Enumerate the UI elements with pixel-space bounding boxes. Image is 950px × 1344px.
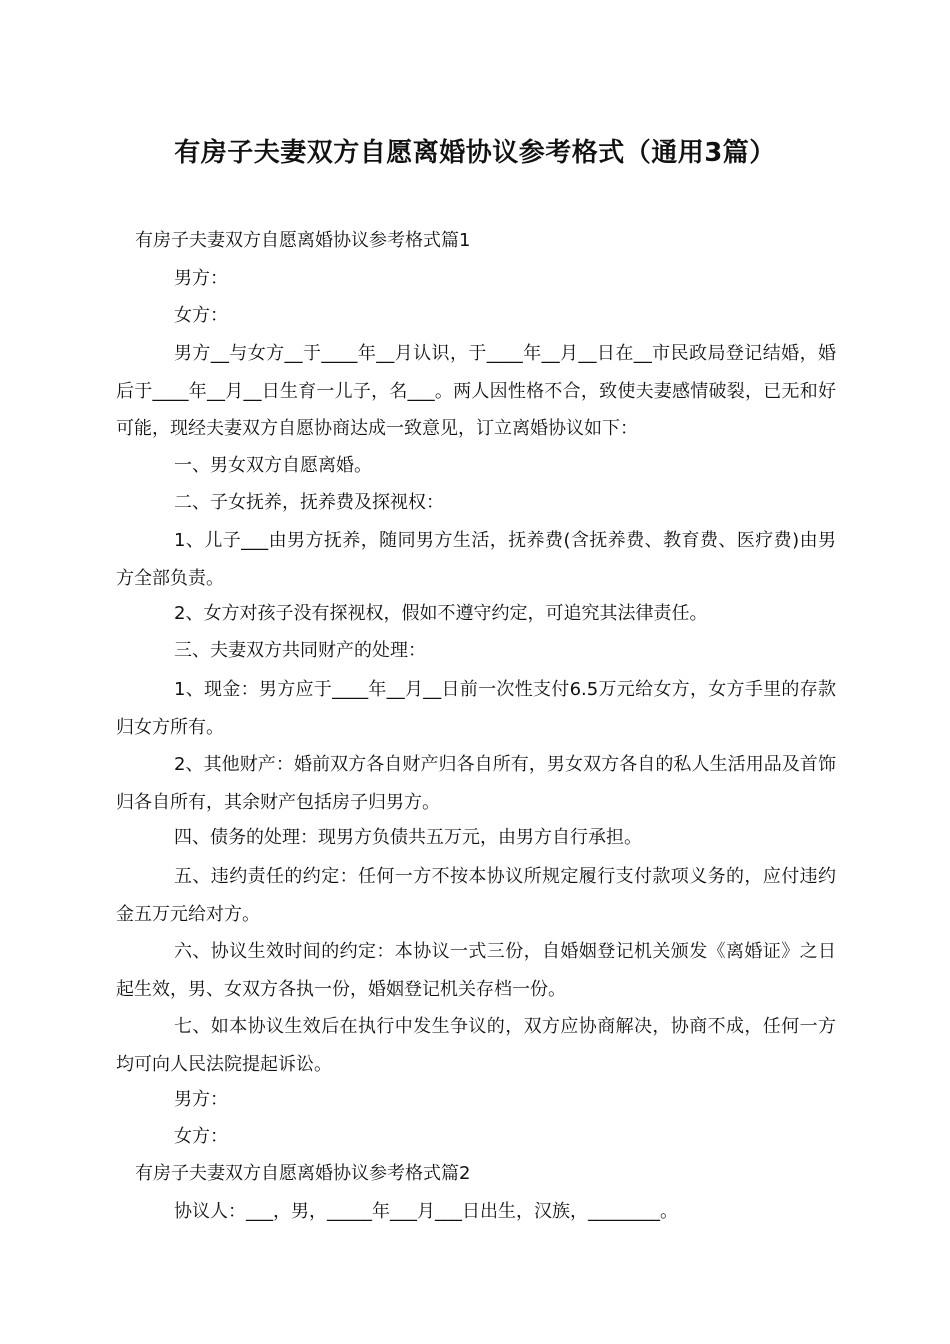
clause-3-1: 1、现金：男方应于____年__月__日前一次性支付6.5万元给女方，女方手里的存款归女方所有。 — [116, 679, 836, 738]
male-party-label: 男方： — [174, 268, 228, 289]
female-signature-label: 女方： — [174, 1126, 228, 1147]
clause-4: 四、债务的处理：现男方负债共五万元，由男方自行承担。 — [174, 827, 642, 848]
female-party-label: 女方： — [174, 305, 228, 326]
clause-2: 二、子女抚养，抚养费及探视权： — [174, 492, 444, 513]
clause-2-1: 1、儿子___由男方抚养，随同男方生活，抚养费(含抚养费、教育费、医疗费)由男方全部负责。 — [116, 530, 836, 589]
clause-6: 六、协议生效时间的约定：本协议一式三份，自婚姻登记机关颁发《离婚证》之日起生效，男、女双方各执一份，婚姻登记机关存档一份。 — [116, 941, 836, 1000]
clause-5: 五、违约责任的约定：任何一方不按本协议所规定履行支付款项义务的，应付违约金五万元给对方。 — [116, 866, 836, 925]
intro-paragraph: 男方__与女方__于____年__月认识，于____年__月__日在__市民政局登记结婚，婚后于____年__月__日生育一儿子，名___。两人因性格不合，致使夫妻感情破裂，已无和好可能，现经夫妻双方自愿协商达成一致意见，订立离婚协议如下： — [116, 343, 836, 439]
male-signature-label: 男方： — [174, 1089, 228, 1110]
document-title: 有房子夫妻双方自愿离婚协议参考格式（通用3篇） — [174, 138, 776, 168]
party-info-line: 协议人：___，男，_____年___月___日出生，汉族，________。 — [174, 1201, 678, 1222]
clause-3-2: 2、其他财产：婚前双方各自财产归各自所有，男女双方各自的私人生活用品及首饰归各自所有，其余财产包括房子归男方。 — [116, 754, 836, 813]
clause-1: 一、男女双方自愿离婚。 — [174, 455, 372, 476]
clause-2-2: 2、女方对孩子没有探视权，假如不遵守约定，可追究其法律责任。 — [174, 603, 708, 624]
section-heading-2: 有房子夫妻双方自愿离婚协议参考格式篇2 — [135, 1163, 471, 1184]
clause-7: 七、如本协议生效后在执行中发生争议的，双方应协商解决，协商不成，任何一方均可向人民法院提起诉讼。 — [116, 1016, 836, 1075]
section-heading-1: 有房子夫妻双方自愿离婚协议参考格式篇1 — [135, 230, 471, 251]
clause-3: 三、夫妻双方共同财产的处理： — [174, 640, 426, 661]
